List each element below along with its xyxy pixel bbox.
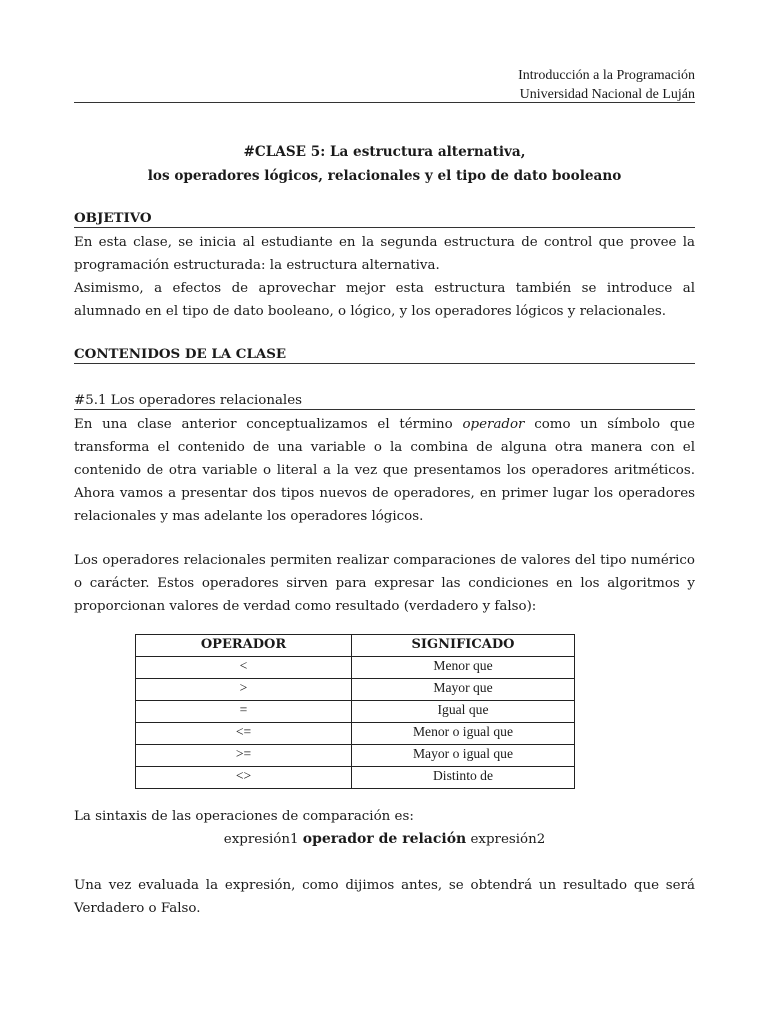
operator-cell: > bbox=[136, 679, 352, 701]
table-row bbox=[136, 679, 575, 701]
conclusion-paragraph: Una vez evaluada la expresión, como dijimos antes, se obtendrá un resultado que será Verdadero o Falso. bbox=[74, 878, 695, 916]
header-course: Introducción a la Programación bbox=[518, 68, 695, 83]
table-header-row bbox=[136, 635, 575, 657]
document-title bbox=[74, 140, 695, 188]
header-divider bbox=[74, 102, 695, 103]
operator-cell: < bbox=[136, 657, 352, 679]
page-header bbox=[518, 66, 695, 104]
section-heading-contenidos: CONTENIDOS DE LA CLASE bbox=[74, 346, 695, 364]
p1-after: como un símbolo que transforma el contenido de una variable o la combina de alguna otra manera con el contenido de otra variable o literal a la vez que presentamos los operadores aritméticos. Ahora vamos a presentar dos tipos nuevos de operadores, en primer lugar los operadores relacionales y mas adelante los operadores lógicos. bbox=[74, 417, 695, 524]
table-row bbox=[136, 657, 575, 679]
meaning-cell: Mayor o igual que bbox=[352, 745, 575, 767]
p1-before: En una clase anterior conceptualizamos el término bbox=[74, 417, 463, 432]
syntax-intro: La sintaxis de las operaciones de comparación es: bbox=[74, 809, 414, 824]
section-heading-objetivo: OBJETIVO bbox=[74, 210, 695, 228]
header-operador: OPERADOR bbox=[136, 635, 352, 657]
syntax-formula bbox=[74, 829, 695, 850]
p1-emphasis: operador bbox=[462, 417, 525, 432]
table-row bbox=[136, 767, 575, 789]
operator-cell: >= bbox=[136, 745, 352, 767]
objetivo-paragraph-2: Asimismo, a efectos de aprovechar mejor esta estructura también se introduce al alumnado en el tipo de dato booleano, o lógico, y los operadores lógicos y relacionales. bbox=[74, 281, 695, 319]
formula-operator: operador de relación bbox=[302, 831, 467, 847]
section-5-1-paragraph-1 bbox=[74, 413, 695, 528]
objetivo-paragraph-1: En esta clase, se inicia al estudiante en la segunda estructura de control que provee la programación estructurada: la estructura alternativa. bbox=[74, 235, 695, 273]
operator-cell: <> bbox=[136, 767, 352, 789]
operator-cell: <= bbox=[136, 723, 352, 745]
subsection-heading-5-1: #5.1 Los operadores relacionales bbox=[74, 392, 695, 410]
header-university: Universidad Nacional de Luján bbox=[519, 87, 695, 102]
title-line-2: los operadores lógicos, relacionales y el tipo de dato booleano bbox=[147, 168, 622, 184]
header-significado: SIGNIFICADO bbox=[352, 635, 575, 657]
paragraph-2-text: Los operadores relacionales permiten realizar comparaciones de valores del tipo numérico o carácter. Estos operadores sirven para expresar las condiciones en los algoritmos y proporcionan valores de verdad como resultado (verdadero y falso): bbox=[74, 553, 695, 614]
meaning-cell: Mayor que bbox=[352, 679, 575, 701]
meaning-cell: Igual que bbox=[352, 701, 575, 723]
table-row bbox=[136, 723, 575, 745]
formula-expr1: expresión1 bbox=[223, 832, 299, 847]
operator-cell: = bbox=[136, 701, 352, 723]
meaning-cell: Menor que bbox=[352, 657, 575, 679]
title-line-1: #CLASE 5: La estructura alternativa, bbox=[243, 144, 526, 160]
objetivo-text bbox=[74, 231, 695, 323]
meaning-cell: Distinto de bbox=[352, 767, 575, 789]
table-row bbox=[136, 701, 575, 723]
operators-table bbox=[135, 634, 575, 789]
table-row bbox=[136, 745, 575, 767]
formula-expr2: expresión2 bbox=[470, 832, 546, 847]
meaning-cell: Menor o igual que bbox=[352, 723, 575, 745]
section-5-1-paragraph-2 bbox=[74, 549, 695, 618]
